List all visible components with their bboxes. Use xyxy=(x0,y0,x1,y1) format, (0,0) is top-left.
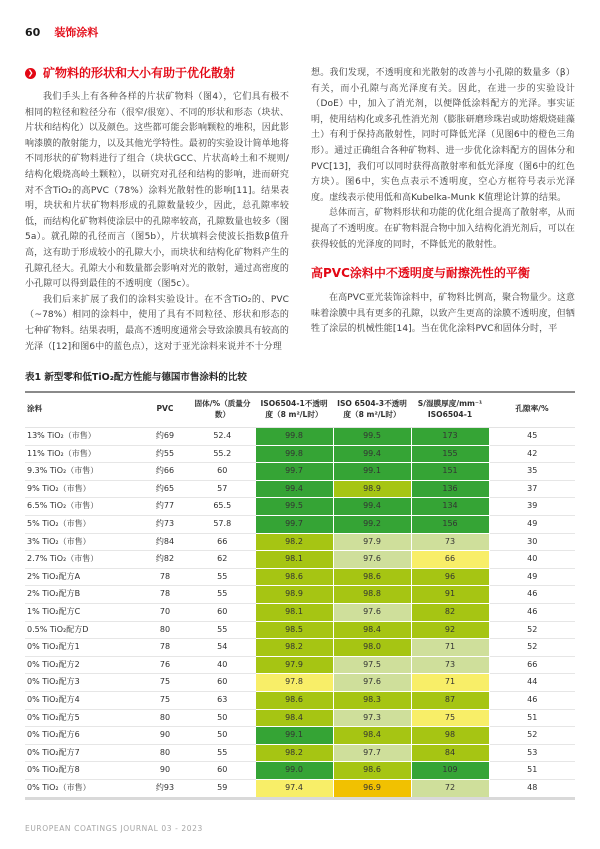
table-row xyxy=(25,498,575,516)
porosity-value: 51 xyxy=(489,762,575,780)
iso6504-3-value: 98.6 xyxy=(333,762,411,780)
table-row xyxy=(25,445,575,463)
coating-name: 9.3% TiO₂（市售） xyxy=(25,463,140,481)
porosity-value: 37 xyxy=(489,480,575,498)
table-row xyxy=(25,692,575,710)
s-value: 92 xyxy=(411,621,489,639)
coating-name: 0% TiO₂（市售） xyxy=(25,779,140,798)
coating-name: 2% TiO₂配方B xyxy=(25,586,140,604)
solids-value: 55 xyxy=(190,568,255,586)
iso6504-3-value: 99.2 xyxy=(333,516,411,534)
s-value: 156 xyxy=(411,516,489,534)
pvc-value: 78 xyxy=(140,568,190,586)
page-number: 60 xyxy=(25,26,41,39)
solids-value: 55 xyxy=(190,586,255,604)
table-row xyxy=(25,604,575,622)
pvc-value: 约82 xyxy=(140,551,190,569)
column-header-solids: 固体/%（质量分数） xyxy=(190,392,255,428)
porosity-value: 30 xyxy=(489,533,575,551)
pvc-value: 70 xyxy=(140,604,190,622)
solids-value: 55 xyxy=(190,621,255,639)
iso6504-1-value: 98.6 xyxy=(255,692,333,710)
solids-value: 60 xyxy=(190,674,255,692)
pvc-value: 80 xyxy=(140,744,190,762)
s-value: 155 xyxy=(411,445,489,463)
pvc-value: 78 xyxy=(140,639,190,657)
body-paragraph: 我们手头上有各种各样的片状矿物料（图4），它们具有极不相同的粒径和粒径分布（很窄/很宽）、不同的形状和形态（块状、片状和结构化）以及颜色。这些都可能会影响颗粒的堆积，因此影响漆膜的散射能力，以及其他光学特性。最初的实验设计简单地将不同形状的矿物料进行了组合（块状GCC、片状高岭土和不规则/结构化煅烧高岭土颗粒），以研究对孔径和结构的影响，进而研究对不含TiO₂的高PVC（78%）涂料光散射性的影响[11]。结果表明，块状和片状矿物料形成的孔隙数量较少，因此，总孔隙率较低，而结构化矿物料使涂层中的孔隙率较高，孔隙数量也较多（图5a）。就孔隙的孔径而言（图5b），片状填料会使波长指数β值升高，这有助于形成较小的孔隙大小，而块状和结构化矿物料产生的孔隙孔径大。孔隙大小和数量都会影响对光的散射，通过高密度的小孔隙可以得到最佳的不透明度（图5c）。 xyxy=(25,92,289,290)
porosity-value: 46 xyxy=(489,586,575,604)
table-title: 表1 新型零和低TiO₂配方性能与德国市售涂料的比较 xyxy=(25,372,247,384)
comparison-table xyxy=(25,391,575,799)
iso6504-3-value: 99.1 xyxy=(333,463,411,481)
table-row xyxy=(25,762,575,780)
coating-name: 0% TiO₂配方8 xyxy=(25,762,140,780)
solids-value: 54 xyxy=(190,639,255,657)
pvc-value: 约66 xyxy=(140,463,190,481)
porosity-value: 51 xyxy=(489,709,575,727)
porosity-value: 48 xyxy=(489,779,575,798)
iso6504-3-value: 98.9 xyxy=(333,480,411,498)
s-value: 82 xyxy=(411,604,489,622)
table-row xyxy=(25,480,575,498)
solids-value: 60 xyxy=(190,604,255,622)
iso6504-1-value: 97.9 xyxy=(255,656,333,674)
solids-value: 59 xyxy=(190,779,255,798)
table-row xyxy=(25,674,575,692)
s-value: 109 xyxy=(411,762,489,780)
section-title: 装饰涂料 xyxy=(54,26,99,39)
s-value: 71 xyxy=(411,674,489,692)
solids-value: 57 xyxy=(190,480,255,498)
article-heading: 矿物料的形状和大小有助于优化散射 xyxy=(43,66,236,80)
pvc-value: 75 xyxy=(140,692,190,710)
table-row xyxy=(25,428,575,446)
iso6504-3-value: 97.6 xyxy=(333,604,411,622)
pvc-value: 78 xyxy=(140,586,190,604)
comparison-table-block xyxy=(25,369,575,799)
s-value: 98 xyxy=(411,727,489,745)
footer-journal-line: EUROPEAN COATINGS JOURNAL 03 - 2023 xyxy=(25,824,203,833)
body-paragraph: 我们后来扩展了我们的涂料实验设计。在不含TiO₂的、PVC（~78%）相同的涂料中，使用了具有不同粒径、形状和形态的七种矿物料。结果表明，最高不透明度通常会导致涂膜具有较高的光泽（[12]和图6中的蓝色点），这对于亚光涂料来说并不十分理 xyxy=(25,294,289,352)
section-bullet-icon: ❯ xyxy=(25,68,36,79)
porosity-value: 66 xyxy=(489,656,575,674)
coating-name: 5% TiO₂（市售） xyxy=(25,516,140,534)
iso6504-3-value: 99.5 xyxy=(333,428,411,446)
porosity-value: 49 xyxy=(489,516,575,534)
table-row xyxy=(25,463,575,481)
table-row xyxy=(25,727,575,745)
table-row xyxy=(25,586,575,604)
body-paragraph: 想。我们发现，不透明度和光散射的改善与小孔隙的数量多（β）有关，而小孔隙与高光泽度有关。因此，在进一步的实验设计（DoE）中，加入了消光剂，以便降低涂料配方的光泽。事实证明，使用结构化或多孔性消光剂（膨胀研磨珍珠岩或助熔煅烧硅藻土）有利于保持高散射性，同时可降低光泽（见图6中的橙色三角形）。通过正确组合各种矿物料、进一步优化涂料配方的固体分和PVC[13]，我们可以同时获得高散射率和低光泽度（图6中的红色方块）。图6中，实色点表示不透明度，空心方框符号表示光泽度。虚线表示使用低和高Kubelka-Munk K值理论计算的结果。 xyxy=(311,68,575,203)
pvc-value: 约84 xyxy=(140,533,190,551)
coating-name: 6.5% TiO₂（市售） xyxy=(25,498,140,516)
porosity-value: 49 xyxy=(489,568,575,586)
s-value: 136 xyxy=(411,480,489,498)
iso6504-1-value: 99.5 xyxy=(255,498,333,516)
porosity-value: 52 xyxy=(489,621,575,639)
table-row xyxy=(25,533,575,551)
s-value: 173 xyxy=(411,428,489,446)
column-header-pvc: PVC xyxy=(140,392,190,428)
porosity-value: 39 xyxy=(489,498,575,516)
s-value: 87 xyxy=(411,692,489,710)
s-value: 72 xyxy=(411,779,489,798)
solids-value: 65.5 xyxy=(190,498,255,516)
solids-value: 50 xyxy=(190,727,255,745)
body-paragraph: 在高PVC亚光装饰涂料中，矿物料比例高，聚合物量少。这意味着涂膜中具有更多的孔隙，以致产生更高的涂膜不透明度，但牺牲了涂层的机械性能[14]。当在优化涂料PVC和固体分时，平 xyxy=(311,293,575,335)
iso6504-3-value: 97.6 xyxy=(333,674,411,692)
table-row xyxy=(25,568,575,586)
pvc-value: 80 xyxy=(140,709,190,727)
porosity-value: 46 xyxy=(489,692,575,710)
table-row xyxy=(25,551,575,569)
porosity-value: 46 xyxy=(489,604,575,622)
iso6504-1-value: 99.7 xyxy=(255,516,333,534)
iso6504-3-value: 98.4 xyxy=(333,727,411,745)
page-header xyxy=(25,24,575,40)
pvc-value: 约73 xyxy=(140,516,190,534)
iso6504-1-value: 98.4 xyxy=(255,709,333,727)
left-heading-row xyxy=(25,66,289,81)
iso6504-3-value: 98.4 xyxy=(333,621,411,639)
solids-value: 52.4 xyxy=(190,428,255,446)
right-column xyxy=(311,66,575,355)
coating-name: 2% TiO₂配方A xyxy=(25,568,140,586)
iso6504-1-value: 99.8 xyxy=(255,445,333,463)
iso6504-1-value: 99.0 xyxy=(255,762,333,780)
iso6504-3-value: 98.3 xyxy=(333,692,411,710)
porosity-value: 53 xyxy=(489,744,575,762)
coating-name: 0% TiO₂配方2 xyxy=(25,656,140,674)
iso6504-3-value: 98.8 xyxy=(333,586,411,604)
solids-value: 62 xyxy=(190,551,255,569)
solids-value: 66 xyxy=(190,533,255,551)
iso6504-1-value: 98.1 xyxy=(255,604,333,622)
iso6504-1-value: 98.6 xyxy=(255,568,333,586)
iso6504-3-value: 96.9 xyxy=(333,779,411,798)
coating-name: 13% TiO₂（市售） xyxy=(25,428,140,446)
pvc-value: 76 xyxy=(140,656,190,674)
coating-name: 0.5% TiO₂配方D xyxy=(25,621,140,639)
sub-heading: 高PVC涂料中不透明度与耐擦洗性的平衡 xyxy=(311,266,530,281)
s-value: 73 xyxy=(411,656,489,674)
table-row xyxy=(25,656,575,674)
iso6504-1-value: 98.2 xyxy=(255,744,333,762)
comparison-table-body xyxy=(25,428,575,798)
iso6504-3-value: 97.5 xyxy=(333,656,411,674)
pvc-value: 约69 xyxy=(140,428,190,446)
body-paragraph: 总体而言，矿物料形状和功能的优化组合提高了散射率，从而提高了不透明度。在矿物料混合物中加入结构化消光剂后，可以在获得较低的光泽度的同时，不降低光的散射性。 xyxy=(311,208,575,250)
s-value: 151 xyxy=(411,463,489,481)
column-header-porosity: 孔隙率/% xyxy=(489,392,575,428)
column-header-coating: 涂料 xyxy=(25,392,140,428)
solids-value: 60 xyxy=(190,762,255,780)
coating-name: 9% TiO₂（市售） xyxy=(25,480,140,498)
table-row xyxy=(25,621,575,639)
pvc-value: 80 xyxy=(140,621,190,639)
table-row xyxy=(25,744,575,762)
solids-value: 63 xyxy=(190,692,255,710)
iso6504-1-value: 99.7 xyxy=(255,463,333,481)
iso6504-1-value: 97.4 xyxy=(255,779,333,798)
table-row xyxy=(25,779,575,798)
left-column xyxy=(25,66,289,355)
s-value: 134 xyxy=(411,498,489,516)
pvc-value: 90 xyxy=(140,762,190,780)
column-header-s-value: S/湿膜厚度/mm⁻¹ ISO6504-1 xyxy=(411,392,489,428)
s-value: 91 xyxy=(411,586,489,604)
s-value: 84 xyxy=(411,744,489,762)
porosity-value: 42 xyxy=(489,445,575,463)
porosity-value: 52 xyxy=(489,727,575,745)
coating-name: 2.7% TiO₂（市售） xyxy=(25,551,140,569)
coating-name: 11% TiO₂（市售） xyxy=(25,445,140,463)
coating-name: 3% TiO₂（市售） xyxy=(25,533,140,551)
coating-name: 0% TiO₂配方3 xyxy=(25,674,140,692)
iso6504-3-value: 98.6 xyxy=(333,568,411,586)
porosity-value: 40 xyxy=(489,551,575,569)
iso6504-1-value: 98.1 xyxy=(255,551,333,569)
s-value: 73 xyxy=(411,533,489,551)
solids-value: 55 xyxy=(190,744,255,762)
pvc-value: 约77 xyxy=(140,498,190,516)
s-value: 71 xyxy=(411,639,489,657)
coating-name: 1% TiO₂配方C xyxy=(25,604,140,622)
s-value: 96 xyxy=(411,568,489,586)
table-header-row xyxy=(25,392,575,428)
iso6504-3-value: 97.6 xyxy=(333,551,411,569)
iso6504-3-value: 97.9 xyxy=(333,533,411,551)
pvc-value: 90 xyxy=(140,727,190,745)
table-row xyxy=(25,639,575,657)
coating-name: 0% TiO₂配方7 xyxy=(25,744,140,762)
solids-value: 60 xyxy=(190,463,255,481)
solids-value: 55.2 xyxy=(190,445,255,463)
solids-value: 40 xyxy=(190,656,255,674)
coating-name: 0% TiO₂配方5 xyxy=(25,709,140,727)
iso6504-3-value: 97.7 xyxy=(333,744,411,762)
column-header-iso6504-1: ISO6504-1不透明度（8 m²/L时） xyxy=(255,392,333,428)
porosity-value: 45 xyxy=(489,428,575,446)
solids-value: 57.8 xyxy=(190,516,255,534)
solids-value: 50 xyxy=(190,709,255,727)
pvc-value: 约65 xyxy=(140,480,190,498)
porosity-value: 52 xyxy=(489,639,575,657)
iso6504-1-value: 97.8 xyxy=(255,674,333,692)
pvc-value: 约93 xyxy=(140,779,190,798)
pvc-value: 约55 xyxy=(140,445,190,463)
iso6504-1-value: 99.1 xyxy=(255,727,333,745)
coating-name: 0% TiO₂配方4 xyxy=(25,692,140,710)
iso6504-1-value: 98.9 xyxy=(255,586,333,604)
coating-name: 0% TiO₂配方1 xyxy=(25,639,140,657)
iso6504-3-value: 98.0 xyxy=(333,639,411,657)
iso6504-1-value: 98.2 xyxy=(255,533,333,551)
iso6504-1-value: 98.2 xyxy=(255,639,333,657)
iso6504-3-value: 97.3 xyxy=(333,709,411,727)
porosity-value: 35 xyxy=(489,463,575,481)
s-value: 75 xyxy=(411,709,489,727)
iso6504-1-value: 98.5 xyxy=(255,621,333,639)
iso6504-1-value: 99.4 xyxy=(255,480,333,498)
article-body xyxy=(25,66,575,355)
s-value: 66 xyxy=(411,551,489,569)
table-row xyxy=(25,709,575,727)
column-header-iso6504-3: ISO 6504-3不透明度（8 m²/L时） xyxy=(333,392,411,428)
table-row xyxy=(25,516,575,534)
pvc-value: 75 xyxy=(140,674,190,692)
iso6504-3-value: 99.4 xyxy=(333,498,411,516)
coating-name: 0% TiO₂配方6 xyxy=(25,727,140,745)
iso6504-1-value: 99.8 xyxy=(255,428,333,446)
iso6504-3-value: 99.4 xyxy=(333,445,411,463)
porosity-value: 44 xyxy=(489,674,575,692)
